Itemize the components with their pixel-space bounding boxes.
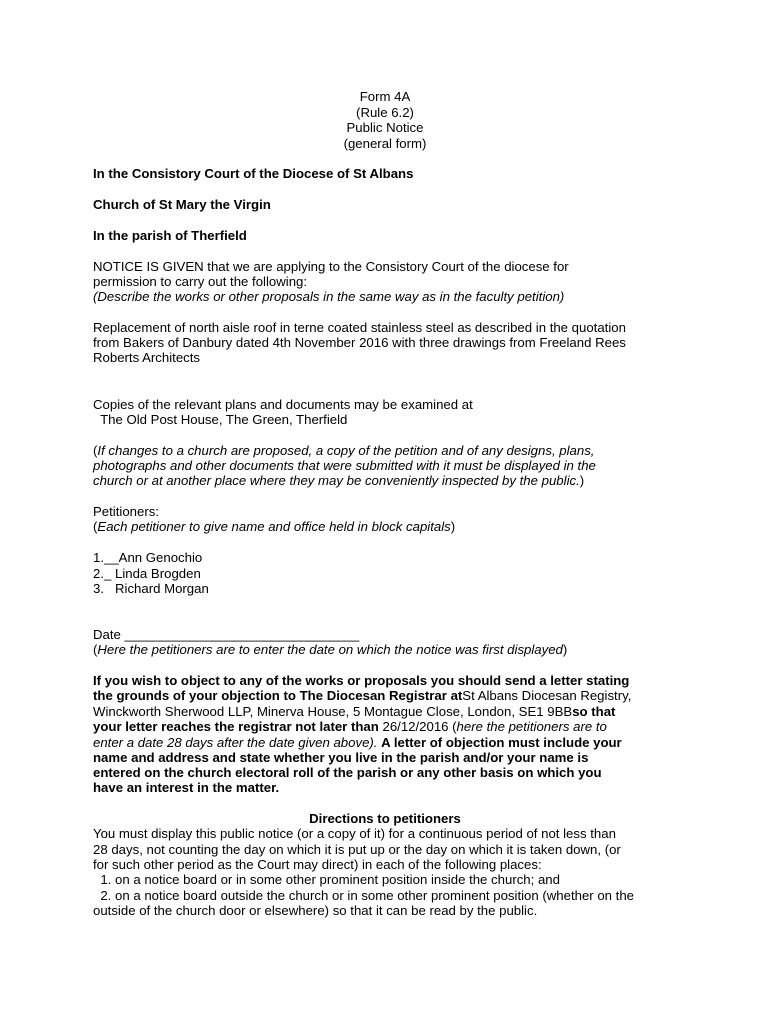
petitioners-instruction: (Each petitioner to give name and office held in block capitals) (93, 519, 456, 534)
notice-line-2: permission to carry out the following: (93, 274, 308, 289)
petitioner-item: 1.__Ann Genochio (93, 550, 203, 565)
objection-line-1: If you wish to object to any of the works or proposals you should send a letter stating (93, 673, 630, 688)
notice-line-1: NOTICE IS GIVEN that we are applying to the Consistory Court of the diocese for (93, 259, 569, 274)
form-subtitle: (general form) (343, 136, 427, 151)
directions-line: You must display this public notice (or a copy of it) for a continuous period of not less than (93, 826, 616, 841)
objection-line-2: the grounds of your objection to The Diocesan Registrar atSt Albans Diocesan Registry, (93, 688, 632, 703)
parish-heading: In the parish of Therfield (93, 228, 247, 243)
works-line-1: Replacement of north aisle roof in terne coated stainless steel as described in the quotation (93, 320, 626, 335)
form-title: Public Notice (346, 120, 424, 135)
form-rule: (Rule 6.2) (356, 105, 414, 120)
directions-line: 2. on a notice board outside the church or in some other prominent position (whether on the (93, 888, 635, 903)
works-line-3: Roberts Architects (93, 350, 201, 365)
copies-line: Copies of the relevant plans and documents may be examined at (93, 397, 473, 412)
directions-heading: Directions to petitioners (309, 811, 461, 826)
objection-line-5: enter a date 28 days after the date given above). A letter of objection must include your (93, 735, 622, 750)
date-field: Date ________________________________ (93, 627, 360, 642)
form-number: Form 4A (359, 89, 411, 104)
church-heading: Church of St Mary the Virgin (93, 197, 271, 212)
petitioners-label: Petitioners: (93, 504, 159, 519)
date-instruction: (Here the petitioners are to enter the date on which the notice was first displayed) (93, 642, 568, 657)
church-note-line-1: (If changes to a church are proposed, a copy of the petition and of any designs, plans, (93, 443, 595, 458)
objection-line-4: your letter reaches the registrar not later than 26/12/2016 (here the petitioners are to (93, 719, 607, 734)
objection-line-3: Winckworth Sherwood LLP, Minerva House, 5 Montague Close, London, SE1 9BBso that (93, 704, 616, 719)
directions-line: outside of the church door or elsewhere) so that it can be read by the public. (93, 903, 538, 918)
petitioner-item: 3. Richard Morgan (93, 581, 209, 596)
objection-line-6: name and address and state whether you live in the parish and/or your name is (93, 750, 589, 765)
directions-line: for such other period as the Court may direct) in each of the following places: (93, 857, 542, 872)
notice-instruction: (Describe the works or other proposals in the same way as in the faculty petition) (93, 289, 565, 304)
directions-line: 28 days, not counting the day on which it is put up or the day on which it is taken down, (or (93, 842, 621, 857)
objection-line-8: have an interest in the matter. (93, 780, 280, 795)
objection-line-7: entered on the church electoral roll of the parish or any other basis on which you (93, 765, 602, 780)
copies-location: The Old Post House, The Green, Therfield (93, 412, 348, 427)
directions-line: 1. on a notice board or in some other prominent position inside the church; and (93, 872, 560, 887)
works-line-2: from Bakers of Danbury dated 4th November 2016 with three drawings from Freeland Rees (93, 335, 626, 350)
church-note-line-3: church or at another place where they may be conveniently inspected by the public.) (93, 473, 585, 488)
court-heading: In the Consistory Court of the Diocese of St Albans (93, 166, 414, 181)
church-note-line-2: photographs and other documents that were submitted with it must be displayed in the (93, 458, 596, 473)
petitioner-item: 2._ Linda Brogden (93, 566, 201, 581)
